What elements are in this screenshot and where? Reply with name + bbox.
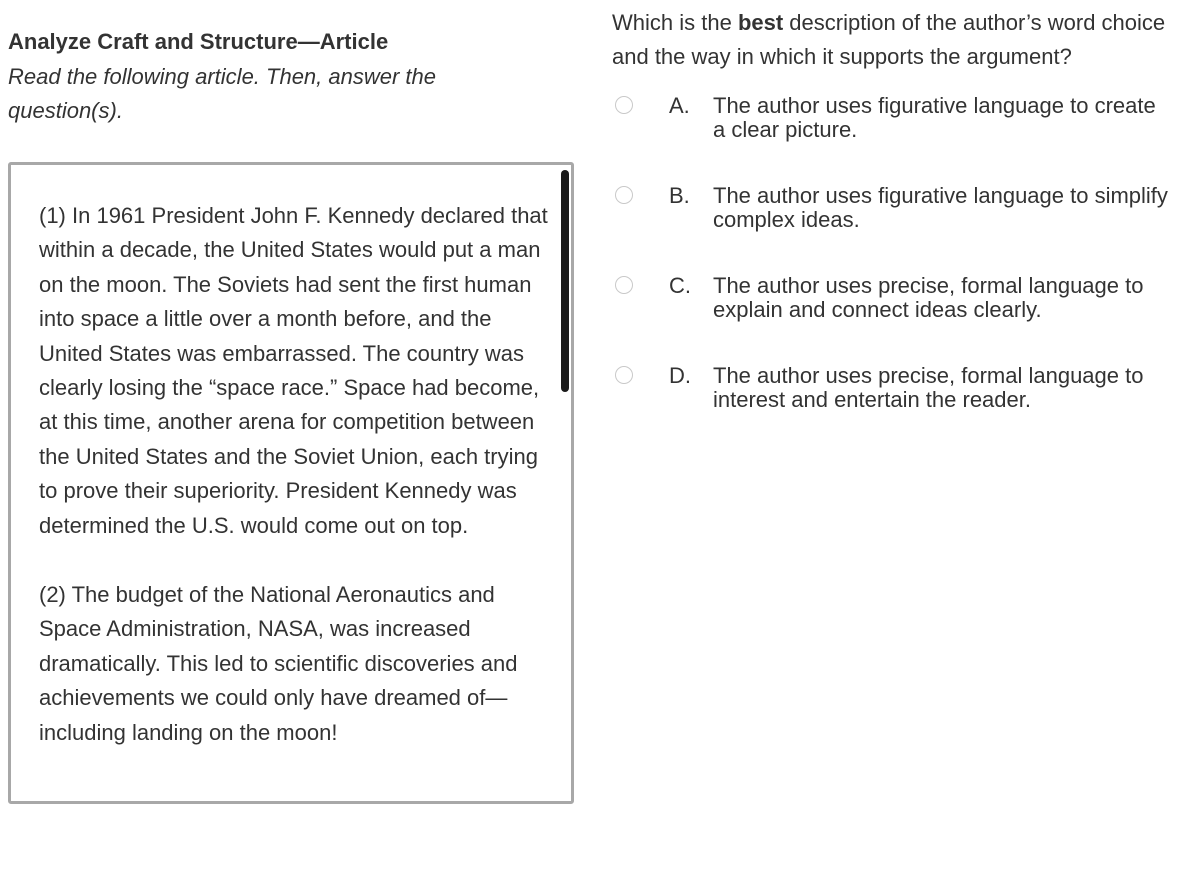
article-panel[interactable] [8,162,574,804]
answer-options [612,94,1182,454]
option-text[interactable]: The author uses precise, formal language to interest and entertain the reader. [713,363,1144,412]
instructions-text: Read the following article. Then, answer the question(s). [8,64,437,123]
option-letter: A. [669,93,690,118]
radio-button-b[interactable] [615,186,633,204]
answer-option-b[interactable] [612,184,1182,274]
radio-button-d[interactable] [615,366,633,384]
article-scroll-area[interactable] [11,165,574,804]
answer-option-a[interactable] [612,94,1182,184]
option-text[interactable]: The author uses figurative language to simplify complex ideas. [713,183,1168,232]
option-letter: D. [669,363,691,388]
passage-header [8,28,580,128]
answer-option-d[interactable] [612,364,1182,454]
section-title: Analyze Craft and Structure—Article [8,29,389,54]
question-suffix: description of the author’s word choice and the way in which it supports the argument? [612,10,1166,69]
option-text[interactable]: The author uses figurative language to create a clear picture. [713,93,1156,142]
question-panel [612,6,1182,454]
answer-option-c[interactable] [612,274,1182,364]
article-paragraph-1: (1) In 1961 President John F. Kennedy declared that within a decade, the United States would put a man on the moon. The Soviets had sent the first human into space a little over a month before, and the United States was embarrassed. The country was clearly losing the “space race.” Space had become, at this time, another arena for competition between the United States and the Soviet Union, each trying to prove their superiority. President Kennedy was determined the U.S. would come out on top. [39,203,548,538]
option-letter: B. [669,183,690,208]
article-paragraph-2: (2) The budget of the National Aeronautics and Space Administration, NASA, was increased dramatically. This led to scientific discoveries and achievements we could only have dreamed of—including landing on the moon! [39,582,518,745]
option-letter: C. [669,273,691,298]
question-prefix: Which is the [612,10,738,35]
question-text [612,6,1182,74]
option-text[interactable]: The author uses precise, formal language to explain and connect ideas clearly. [713,273,1144,322]
scrollbar-thumb[interactable] [561,170,569,392]
radio-button-c[interactable] [615,276,633,294]
article-content [11,165,574,750]
question-emphasis: best [737,10,784,35]
radio-button-a[interactable] [615,96,633,114]
